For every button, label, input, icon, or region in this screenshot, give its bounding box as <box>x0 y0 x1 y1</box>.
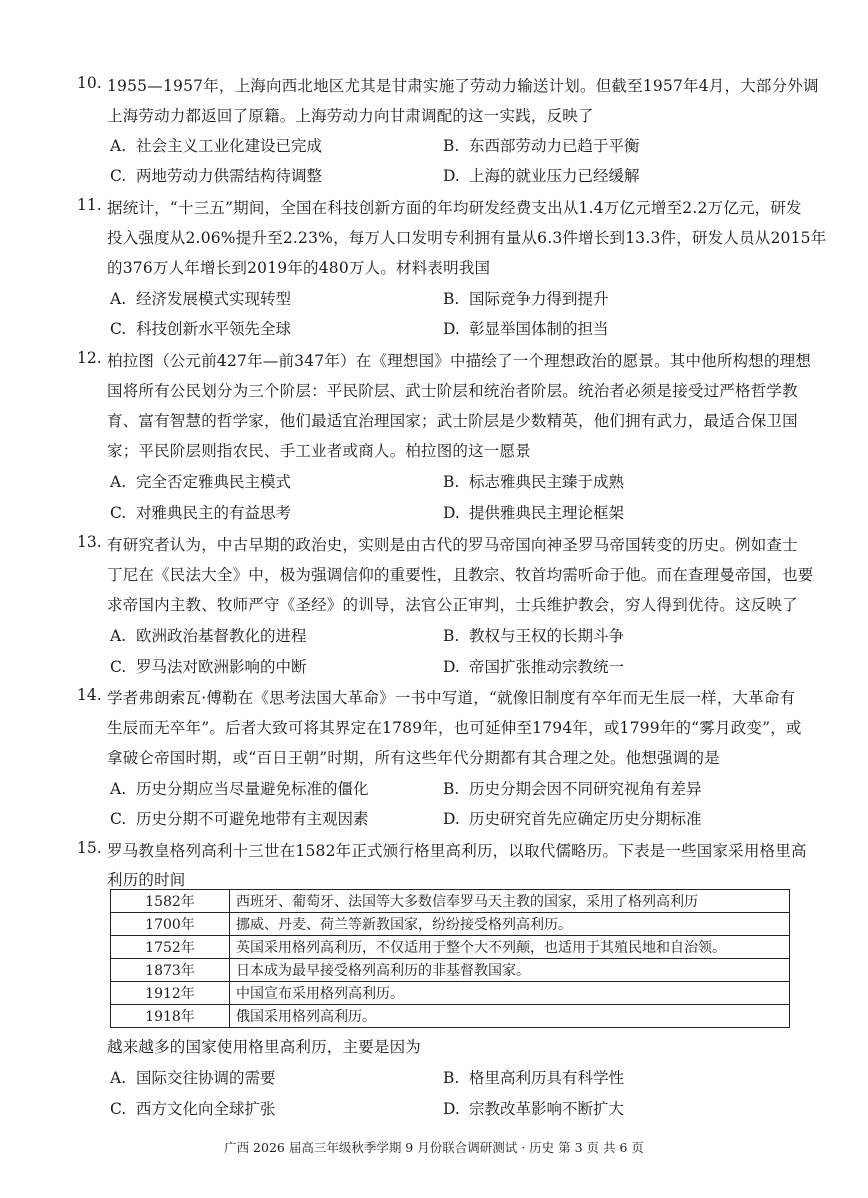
event-cell: 英国采用格列高利历，不仅适用于整个大不列颠，也适用于其殖民地和自治领。 <box>230 936 790 959</box>
option-a[interactable]: A. 国际交往协调的需要 <box>110 1069 276 1087</box>
option-a[interactable]: A. 社会主义工业化建设已完成 <box>110 137 323 155</box>
question-number: 11. <box>77 196 102 214</box>
option-d[interactable]: D. 宗教改革影响不断扩大 <box>443 1100 625 1118</box>
option-b[interactable]: B. 教权与王权的长期斗争 <box>443 627 625 645</box>
question-number: 10. <box>77 74 102 92</box>
option-c[interactable]: C. 历史分期不可避免地带有主观因素 <box>110 810 369 828</box>
question-text-line: 据统计，“十三五”期间，全国在科技创新方面的年均研发经费支出从1.4万亿元增至2.2万亿元，研发 <box>107 199 802 217</box>
question-text-line: 家；平民阶层则指农民、手工业者或商人。柏拉图的这一愿景 <box>107 442 531 460</box>
option-d[interactable]: D. 提供雅典民主理论框架 <box>443 504 625 522</box>
question-text-line: 拿破仑帝国时期，或“百日王朝”时期，所有这些年代分期都有其合理之处。他想强调的是 <box>107 749 720 767</box>
year-cell: 1873年 <box>111 959 230 982</box>
question-number: 14. <box>77 686 102 704</box>
question-number: 15. <box>77 839 102 857</box>
option-a[interactable]: A. 经济发展模式实现转型 <box>110 290 292 308</box>
table-row <box>111 890 790 913</box>
option-c[interactable]: C. 西方文化向全球扩张 <box>110 1100 276 1118</box>
option-d[interactable]: D. 彰显举国体制的担当 <box>443 320 609 338</box>
question-text-line: 求帝国内主教、牧师严守《圣经》的训导，法官公正审判，士兵维护教会，穷人得到优待。这反映了 <box>107 596 798 614</box>
option-d[interactable]: D. 上海的就业压力已经缓解 <box>443 167 640 185</box>
question-text-line: 投入强度从2.06%提升至2.23%，每万人口发明专利拥有量从6.3件增长到13.3件，研发人员从2015年 <box>107 229 827 247</box>
question-text-line: 1955—1957年，上海向西北地区尤其是甘肃实施了劳动力输送计划。但截至1957年4月，大部分外调 <box>107 77 819 95</box>
option-c[interactable]: C. 两地劳动力供需结构待调整 <box>110 167 323 185</box>
option-b[interactable]: B. 国际竞争力得到提升 <box>443 290 609 308</box>
question-text-line: 柏拉图（公元前427年—前347年）在《理想国》中描绘了一个理想政治的愿景。其中他所构想的理想 <box>107 352 812 370</box>
option-d[interactable]: D. 历史研究首先应确定历史分期标准 <box>443 810 702 828</box>
table-row <box>111 959 790 982</box>
year-cell: 1582年 <box>111 890 230 913</box>
option-a[interactable]: A. 欧洲政治基督教化的进程 <box>110 627 307 645</box>
question-text-line: 的376万人年增长到2019年的480万人。材料表明我国 <box>107 259 491 277</box>
table-row <box>111 982 790 1005</box>
table-row <box>111 936 790 959</box>
event-cell: 俄国采用格列高利历。 <box>230 1005 790 1028</box>
question-number: 12. <box>77 349 102 367</box>
question-number: 13. <box>77 533 102 551</box>
event-cell: 挪威、丹麦、荷兰等新教国家，纷纷接受格列高利历。 <box>230 913 790 936</box>
question-text-line: 生辰而无卒年”。后者大致可将其界定在1789年，也可延伸至1794年，或1799年的“雾月政变”，或 <box>107 719 802 737</box>
event-cell: 中国宣布采用格列高利历。 <box>230 982 790 1005</box>
question-stem-after-table: 越来越多的国家使用格里高利历，主要是因为 <box>107 1038 422 1056</box>
question-text-line: 丁尼在《民法大全》中，极为强调信仰的重要性，且教宗、牧首均需听命于他。而在查理曼帝国，也要 <box>107 566 814 584</box>
year-cell: 1752年 <box>111 936 230 959</box>
table-row <box>111 1005 790 1028</box>
year-cell: 1912年 <box>111 982 230 1005</box>
option-a[interactable]: A. 历史分期应当尽量避免标准的僵化 <box>110 780 369 798</box>
option-b[interactable]: B. 标志雅典民主臻于成熟 <box>443 473 625 491</box>
option-a[interactable]: A. 完全否定雅典民主模式 <box>110 473 292 491</box>
option-c[interactable]: C. 对雅典民主的有益思考 <box>110 504 292 522</box>
event-cell: 西班牙、葡萄牙、法国等大多数信奉罗马天主教的国家，采用了格列高利历 <box>230 890 790 913</box>
option-b[interactable]: B. 东西部劳动力已趋于平衡 <box>443 137 640 155</box>
table-row <box>111 913 790 936</box>
question-text-line: 罗马教皇格列高利十三世在1582年正式颁行格里高利历，以取代儒略历。下表是一些国家采用格里高 <box>107 842 807 860</box>
question-text-line: 利历的时间 <box>107 871 186 889</box>
question-text-line: 育、富有智慧的哲学家，他们最适宜治理国家；武士阶层是少数精英，他们拥有武力，最适合保卫国 <box>107 412 798 430</box>
question-text-line: 上海劳动力都返回了原籍。上海劳动力向甘肃调配的这一实践，反映了 <box>107 107 594 125</box>
year-cell: 1918年 <box>111 1005 230 1028</box>
page-footer: 广西 2026 届高三年级秋季学期 9 月份联合调研测试 · 历史 第 3 页 共 6 页 <box>224 1140 644 1155</box>
calendar-adoption-table <box>110 889 790 1028</box>
question-text-line: 有研究者认为，中古早期的政治史，实则是由古代的罗马帝国向神圣罗马帝国转变的历史。例如查士 <box>107 536 798 554</box>
option-b[interactable]: B. 格里高利历具有科学性 <box>443 1069 625 1087</box>
option-b[interactable]: B. 历史分期会因不同研究视角有差异 <box>443 780 702 798</box>
year-cell: 1700年 <box>111 913 230 936</box>
question-text-line: 国将所有公民划分为三个阶层：平民阶层、武士阶层和统治者阶层。统治者必须是接受过严格哲学教 <box>107 382 798 400</box>
event-cell: 日本成为最早接受格列高利历的非基督教国家。 <box>230 959 790 982</box>
option-c[interactable]: C. 罗马法对欧洲影响的中断 <box>110 658 307 676</box>
option-c[interactable]: C. 科技创新水平领先全球 <box>110 320 292 338</box>
question-text-line: 学者弗朗索瓦·傅勒在《思考法国大革命》一书中写道，“就像旧制度有卒年而无生辰一样，大革命有 <box>107 689 796 707</box>
option-d[interactable]: D. 帝国扩张推动宗教统一 <box>443 658 625 676</box>
